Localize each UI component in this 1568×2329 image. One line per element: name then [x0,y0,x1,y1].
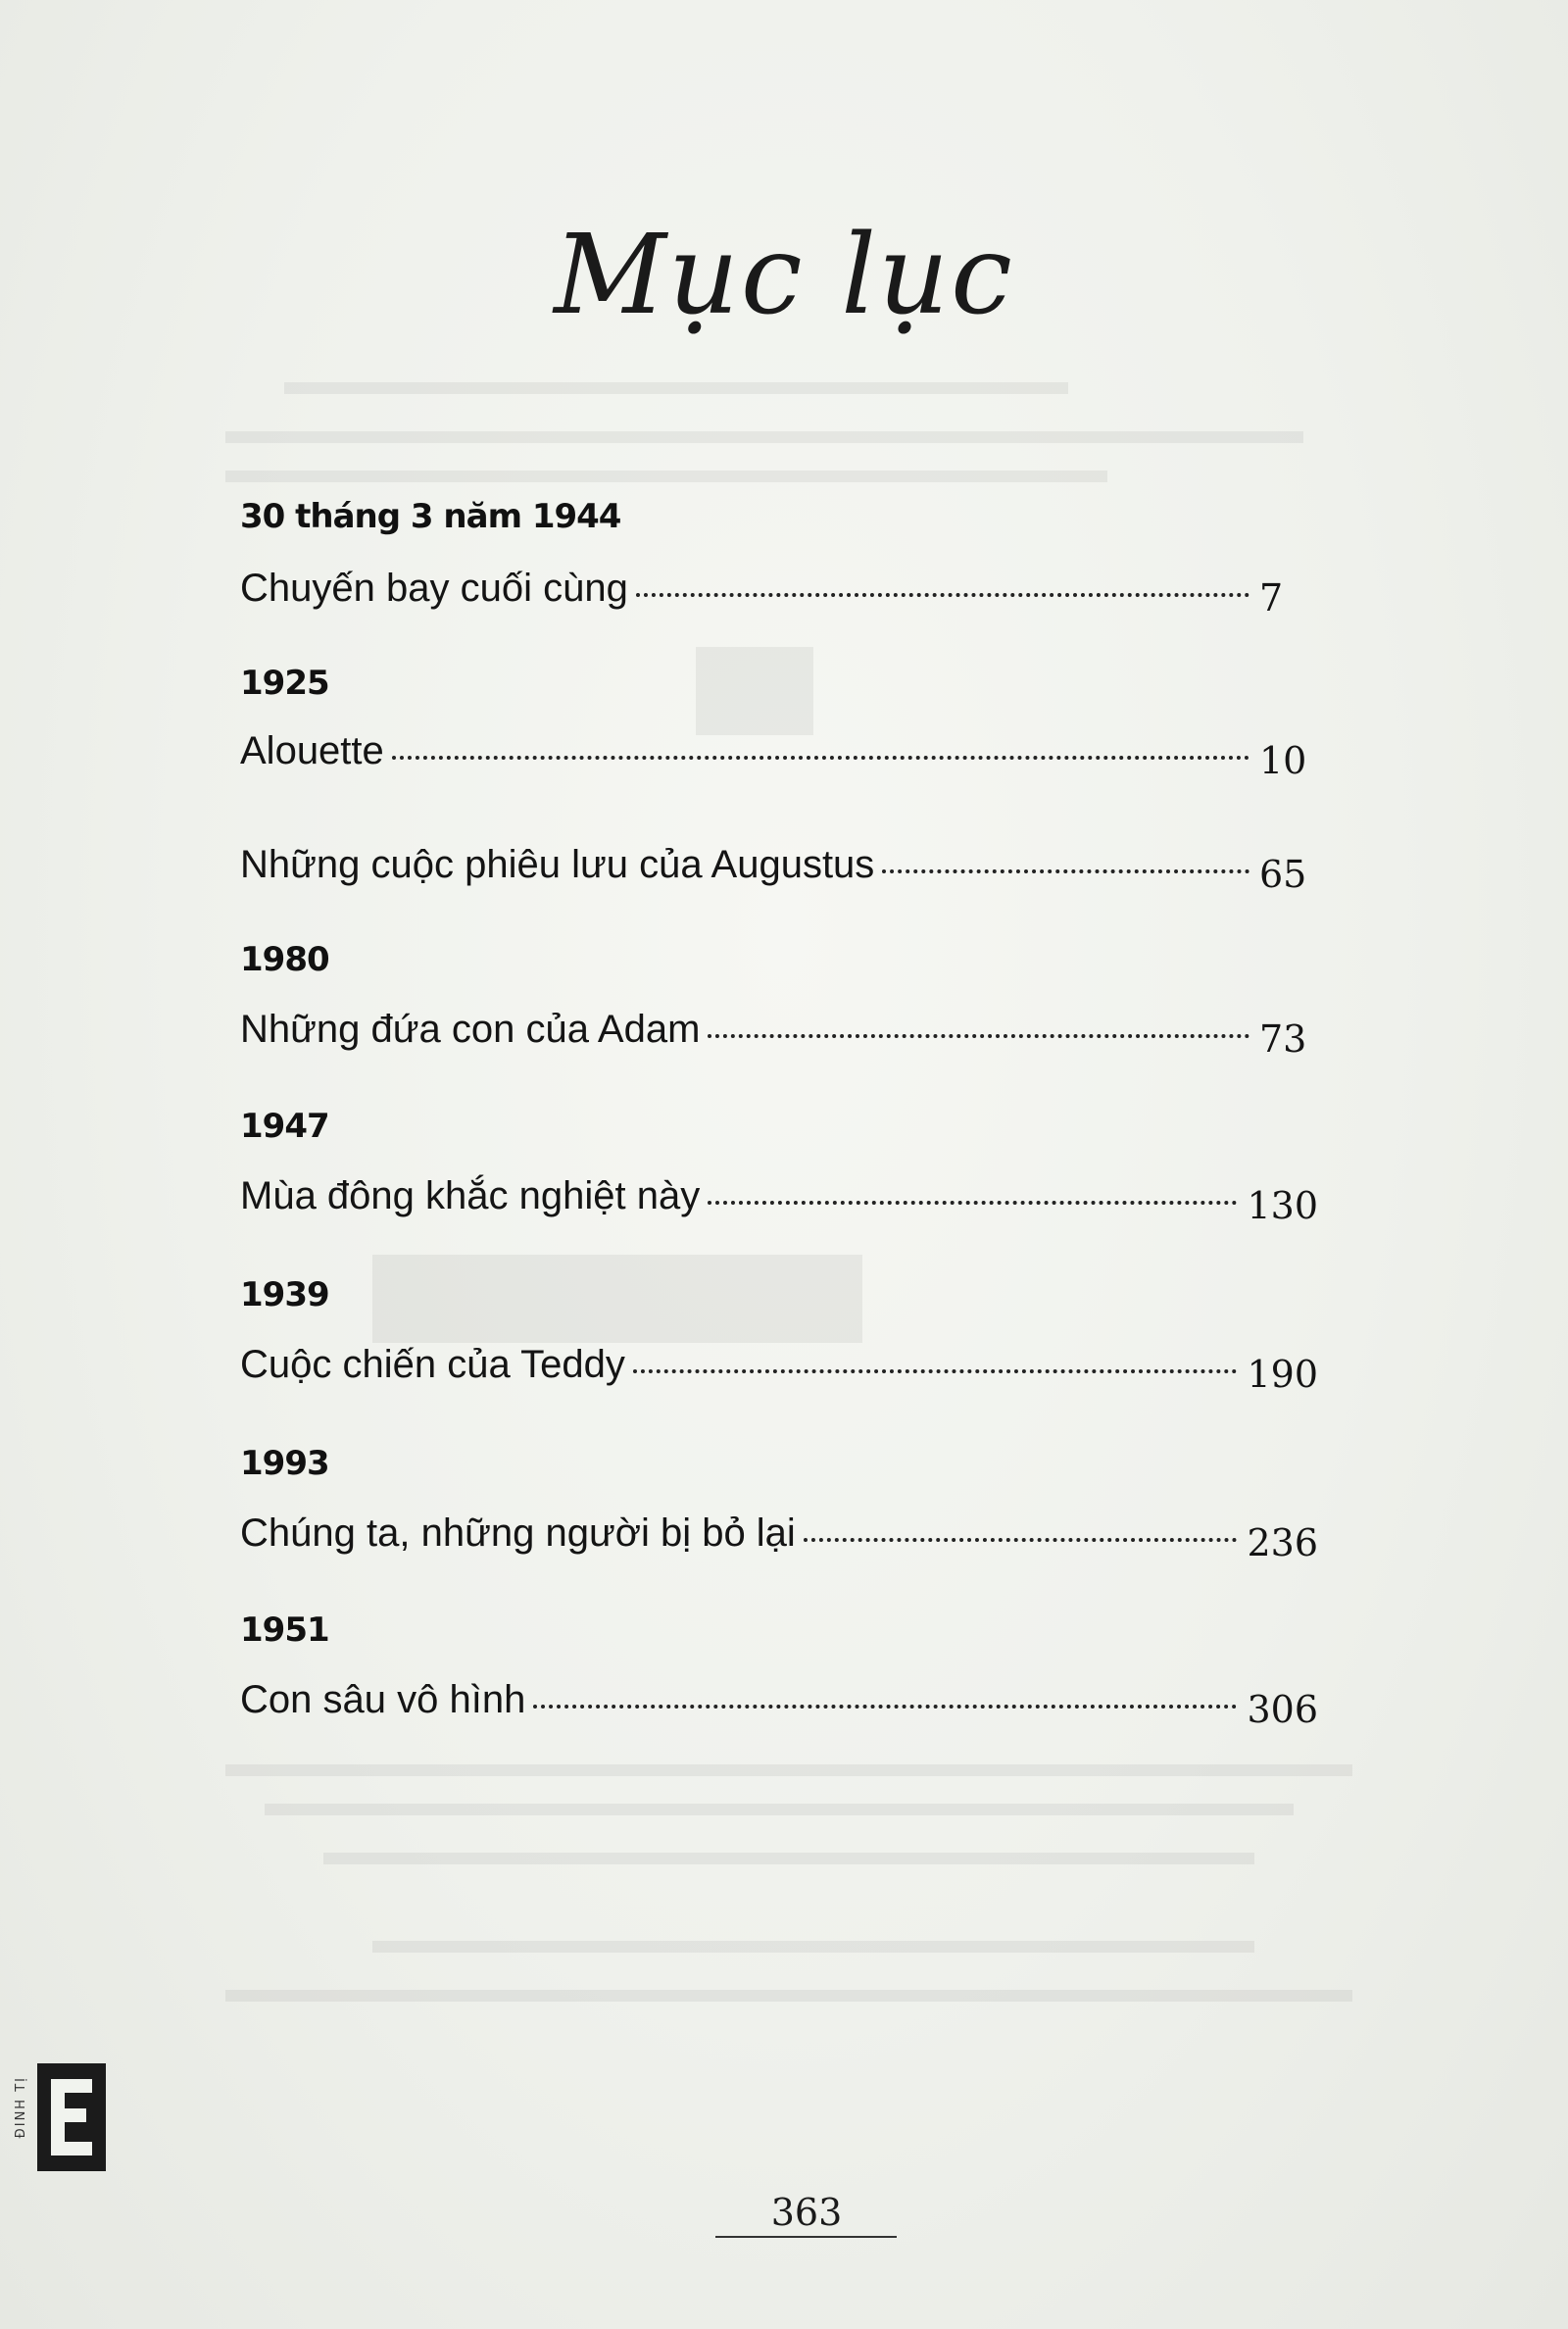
leader-dots [533,1705,1237,1709]
section-year: 1951 [240,1610,329,1650]
toc-entry [240,843,1318,896]
entry-title: Những đứa con của Adam [240,1008,701,1051]
entry-page: 7 [1259,576,1284,619]
show-through-text [225,372,1352,2186]
toc-entry [240,1343,1318,1396]
section-year: 30 tháng 3 năm 1944 [240,497,621,536]
entry-title: Những cuộc phiêu lưu của Augustus [240,843,875,886]
dinh-ti-logo-icon [37,2063,106,2171]
entry-page: 306 [1247,1688,1318,1731]
leader-dots [882,869,1250,873]
entry-page: 73 [1259,1017,1307,1061]
entry-page: 65 [1259,853,1307,896]
toc-entry [240,1678,1318,1731]
leader-dots [708,1034,1250,1038]
leader-dots [633,1369,1238,1373]
section-year: 1980 [240,940,329,979]
page-title: Mục lục [554,212,1014,339]
toc-entry [240,567,1318,619]
entry-page: 236 [1247,1521,1318,1564]
entry-title: Mùa đông khắc nghiệt này [240,1174,701,1217]
section-year: 1925 [240,664,329,703]
section-year: 1939 [240,1275,329,1314]
section-year: 1993 [240,1444,329,1483]
leader-dots [392,756,1250,760]
toc-entry [240,1511,1318,1564]
entry-page: 130 [1247,1184,1318,1227]
leader-dots [708,1201,1237,1205]
entry-title: Alouette [240,729,384,772]
leader-dots [804,1538,1238,1542]
entry-title: Con sâu vô hình [240,1678,526,1721]
entry-title: Chuyến bay cuối cùng [240,567,628,610]
section-year: 1947 [240,1107,329,1146]
page-number-rule [715,2236,897,2238]
entry-title: Chúng ta, những người bị bỏ lại [240,1511,796,1555]
toc-entry [240,729,1318,782]
toc-entry [240,1008,1318,1061]
entry-page: 10 [1259,739,1307,782]
toc-entry [240,1174,1318,1227]
leader-dots [636,593,1250,597]
publisher-name: ĐINH TỊ [14,2076,28,2139]
entry-title: Cuộc chiến của Teddy [240,1343,625,1386]
page-number: 363 [770,2191,843,2234]
entry-page: 190 [1247,1353,1318,1396]
